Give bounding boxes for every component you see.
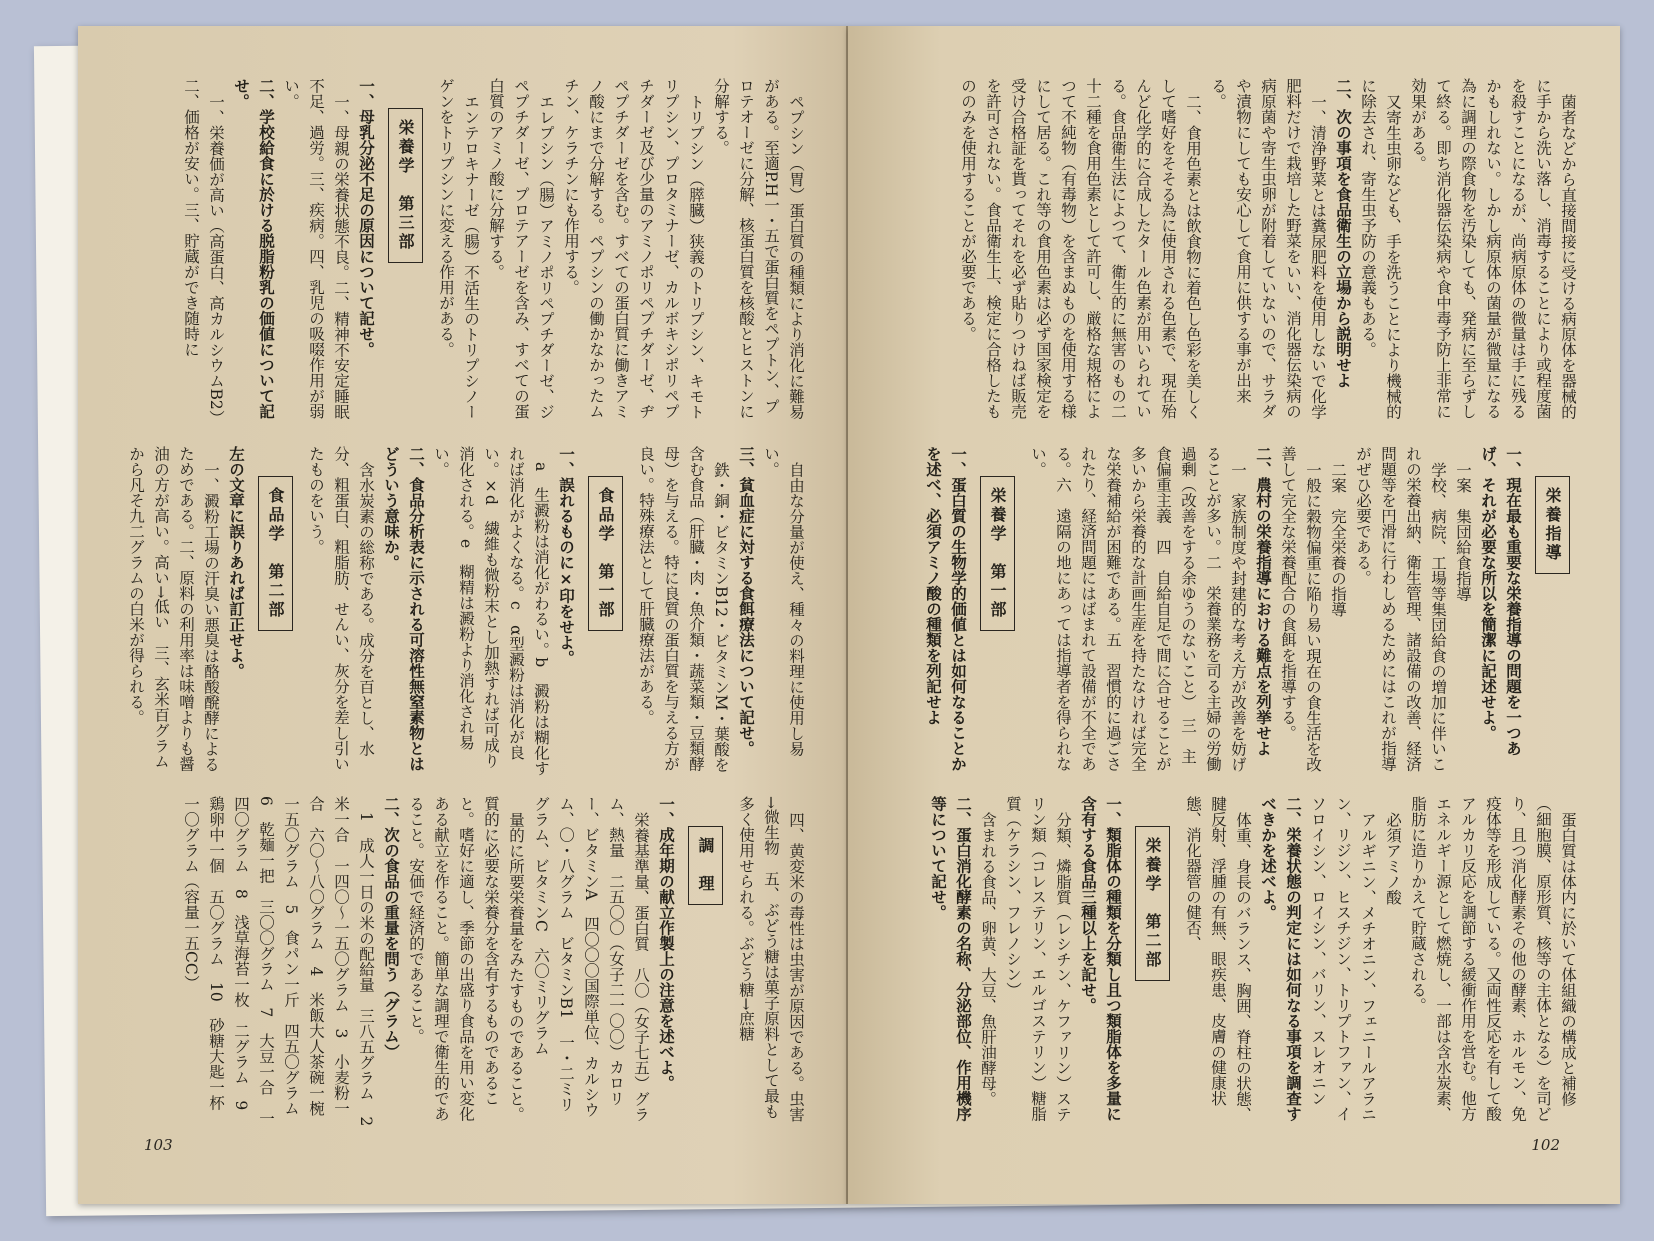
- question: 三、貧血症に対する食餌療法について記せ。: [737, 446, 755, 756]
- section-heading: [248, 446, 303, 776]
- question: 一、類脂体の種類を分類し且つ類脂体を多量に含有する食品三種以上を記せ。: [1079, 796, 1122, 1122]
- paragraph: アルギニン、メチオニン、フェニールアラニン、リジン、ヒスチジン、トリプトファン、イソロイシン、ロイシン、バリン、スレオニン: [1309, 796, 1377, 1122]
- question: 二、食品分析表に示される可溶性無窒素物とはどういう意味か。: [382, 446, 425, 772]
- question: 一、母乳分泌不足の原因について記せ。: [357, 78, 375, 357]
- page-right: [848, 26, 1620, 1204]
- question: 左の文章に誤りあれば訂正せよ。: [227, 446, 245, 679]
- paragraph: 四、黄変米の毒性は虫害が原因である。虫害→微生物 五、ぶどう糖は菓子原料として最も多く使用せられる。ぶどう糖→庶糖: [737, 796, 805, 1122]
- paragraph: 蛋白質は体内に於いて体組織の構成と補修（細胞膜、原形質、核等の主体となる）を司どり、且つ消化酵素その他の酵素、ホルモン、免疫体等を形成している。又両性反応を有して酸アルカリ反応を調節する緩衝作用を営む。他方エネルギー源として燃焼し、一部は含水炭素、脂肪に造りかえて貯蔵される。: [1409, 796, 1577, 1122]
- paragraph: 一 家族制度や封建的な考え方が改善を妨げることが多い。二 栄養業務を司る主婦の労働過剰（改善をする余ゆうのないこと） 三 主食偏重主義 四 自給自足で間に合せることが多いから栄養的な計画生産を持たなければ完全な栄養補給が困難である。五 習慣的に過ごされたり、経済問題にはばまれて設備が不全である。六 遠隔の地にあっては指導者を得られない。: [1029, 446, 1247, 772]
- question: 一、成年期の献立作製上の注意を述べよ。: [657, 796, 675, 1091]
- paragraph: 含水炭素の総称である。成分を百とし、水分、粗蛋白、粗脂肪、せんい、灰分を差し引いたものをいう。: [307, 446, 375, 772]
- paragraph: a 生澱粉は消化がわるい。b 澱粉は糊化すれば消化がよくなる。c α型澱粉は消化が良い。×d 繊維も微粉末とし加熱すれば可成り消化される。e 糊精は澱粉より消化され易い。: [432, 446, 550, 776]
- section-heading: [578, 446, 633, 776]
- paragraph: 量的に所要栄養量をみたすものであること。質的に必要な栄養分を含有するものであること。嗜好に適し、季節の出盛り食品を用い変化ある献立を作ること。簡単な調理で衛生的であること。安価で経済的であること。: [407, 796, 525, 1122]
- paragraph: エレプシン（腸）アミノポリペプチダーゼ、ジペプチダーゼ、プロテアーゼを含み、すべての蛋白質のアミノ酸に分解する。: [487, 78, 555, 419]
- paragraph: 一、澱粉工場の汗臭い悪臭は酪酸醗酵によるためである。二、原料の利用率は味噌よりも醤油の方が高い。高い→低い 三、玄米百グラムから凡そ九二グラムの白米が得られる。: [127, 446, 220, 772]
- paragraph: 菌者などから直接間接に受ける病原体を器械的に手から洗い落し、消毒することにより或程度菌を殺すことになるが、尚病原体の微量は手に残るかもしれない。しかし病原体の菌量が微量になる為に調理の際食物を汚染しても、発病に至らずして終る。即ち消化器伝染病や食中毒予防上非常に効果がある。: [1409, 78, 1577, 419]
- paragraph: 一、母親の栄養状態不良。二、精神不安定睡眠不足、過労。三、疾病。四、乳児の吸啜作用が弱い。: [282, 78, 350, 419]
- paragraph: エンテロキナーゼ（腸）不活生のトリプシノーゲンをトリプシンに変える作用がある。: [437, 78, 480, 419]
- section-heading: [1125, 796, 1180, 1126]
- section-heading-box: 栄養学 第一部: [980, 476, 1015, 631]
- question: 二、学校給食に於ける脱脂粉乳の価値について記せ。: [232, 78, 275, 419]
- section-heading: [378, 78, 433, 420]
- page-number-right: 102: [1531, 1136, 1560, 1154]
- paragraph: 一、栄養価が高い（高蛋白、高カルシウムB2）二、価格が安い。三、貯蔵ができ随時に: [182, 78, 225, 418]
- paragraph: 一案 集団給食指導: [1454, 461, 1472, 601]
- left-mid-tier: [127, 446, 808, 776]
- right-top-tier: [920, 78, 1580, 420]
- section-heading: [970, 446, 1025, 776]
- page-left: [78, 26, 848, 1204]
- section-heading-box: 栄養学 第二部: [1135, 826, 1170, 981]
- left-top-tier: [148, 78, 808, 420]
- paragraph: 体重、身長のバランス、胸囲、脊柱の状態、腱反射、浮腫の有無、眼疾患、皮膚の健康状態、消化器管の健否、: [1184, 796, 1252, 1122]
- left-bottom-tier: [148, 796, 808, 1142]
- question: 二、栄養状態の判定には如何なる事項を調査すべきかを述べよ。: [1259, 796, 1302, 1122]
- paragraph: 学校、病院、工場等集団給食の増加に伴いこれの栄養出納、衛生管理、諸設備の改善、経済問題等を円滑に行わしめるためにはこれが指導がぜひ必要である。: [1354, 446, 1447, 772]
- page-number-left: 103: [144, 1136, 173, 1154]
- right-bottom-tier: [920, 796, 1580, 1126]
- section-heading-box: 調 理: [688, 826, 723, 905]
- section-heading: [678, 796, 733, 1126]
- section-heading: [1525, 446, 1580, 776]
- paragraph: 栄養基準量、蛋白質 八〇（女子七五）グラム、熱量 二五〇〇（女子二一〇〇）カロリー、ビタミンA 四〇〇〇国際単位、カルシウム、〇・八グラム ビタミンB1 一・二ミリグラム、ビタミンC 六〇ミリグラム: [532, 796, 650, 1122]
- question: 一、現在最も重要な栄養指導の問題を一つあげ、それが必要な所以を簡潔に記述せよ。: [1479, 446, 1522, 756]
- paragraph: 二、食用色素とは飲食物に着色し色彩を美しくして嗜好をそそる為に使用される色素で、現在殆んど化学的に合成したタール色素が用いられている。食品衛生法によつて、衛生的に無害のもの二十二種を食用色素として許可し、厳格な規格によつて不純物（有毒物）を含まぬものを使用する様にして居る。これ等の食用色素は必ず国家検定を受け合格証を貰ってそれを必ず貼りつけねば販売を許可されない。食品衛生上、検定に合格したもののみを使用することが必要である。: [959, 78, 1202, 419]
- section-heading-box: 栄養指導: [1535, 476, 1570, 574]
- paragraph: ペプシン（胃）蛋白質の種類により消化に難易がある。至適P.H一・五で蛋白質をペプトン、プロテオーゼに分解、核蛋白質を核酸とヒストンに分解する。: [712, 78, 805, 419]
- question: 一、蛋白質の生物学的価値とは如何なることかを述べ、必須アミノ酸の種類を列記せよ: [924, 446, 967, 772]
- question: 一、誤れるものに×印をせよ。: [557, 446, 575, 666]
- section-heading-box: 食品学 第一部: [588, 476, 623, 631]
- section-heading-box: 食品学 第二部: [258, 476, 293, 631]
- question: 二、蛋白消化酵素の名称、分泌部位、作用機序等について記せ。: [929, 796, 972, 1122]
- question: 二、次の事項を食品衛生の立場から説明せよ: [1334, 78, 1352, 388]
- paragraph: 含まれる食品、卵黄、大豆、魚肝油酵母。: [979, 811, 997, 1106]
- question: 二、次の食品の重量を問う（グラム）: [382, 796, 400, 1060]
- paragraph: 一般に穀物偏重に陥り易い現在の食生活を改善して完全な栄養配合の食餌を指導する。: [1279, 446, 1322, 772]
- paragraph: 鉄・銅・ビタミンB12・ビタミンM・葉酸を含む食品（肝臓・肉・魚介類・蔬菜類・豆類酵母）を与える。特に良質の蛋白質を与える方が良い。特殊療法として肝臓療法がある。: [637, 446, 730, 772]
- paragraph: 二案 完全栄養の指導: [1329, 461, 1347, 617]
- paragraph: トリプシン（膵臓）狭義のトリプシン、キモトリプシン、プロタミナーゼ、カルボキシポリペプチダーゼ及び少量のアミノポリペプチダーゼ、ヂペプチダーゼを含む。すべての蛋白質に働きアミノ酸にまで分解する。ペプシンの働かなかったムチン、ケラチンにも作用する。: [562, 78, 705, 419]
- right-mid-tier: [920, 446, 1580, 776]
- paragraph: 分類、燐脂質（レシチン、ケファリン）ステリン類（コレステリン、エルゴステリン）糖脂質（ケラシン、フレノシン）: [1004, 796, 1072, 1122]
- paragraph: 1 成人一日の米の配給量 三八五グラム 2 米一合 一四〇～一五〇グラム 3 小麦粉一合 六〇～八〇グラム 4 米飯大人茶碗一椀 一五〇グラム 5 食パン一斤 四五〇グラム 6 乾麺一把 三〇〇グラム 7 大豆一合 一四〇グラム 8 浅草海苔一枚 二グラム 9 鶏卵中一個 五〇グラム 10 砂糖大匙一杯 一〇グラム（容量一五CC）: [182, 796, 375, 1142]
- question: 二、農村の栄養指導における難点を列挙せよ: [1254, 446, 1272, 756]
- paragraph: 自由な分量が使え、種々の料理に使用し易い。: [762, 446, 805, 756]
- section-heading-box: 栄養学 第三部: [388, 108, 423, 263]
- paragraph: 必須アミノ酸: [1384, 811, 1402, 905]
- paragraph: 又寄生虫卵なども、手を洗うことにより機械的に除去され、寄生虫予防の意義もある。: [1359, 78, 1402, 419]
- paragraph: 一、清浄野菜とは糞尿肥料を使用しないで化学肥料だけで栽培した野菜をいい、消化器伝染病の病原菌や寄生虫卵が附着していないので、サラダや漬物にしても安心して食用に供する事が出来る。: [1209, 78, 1327, 419]
